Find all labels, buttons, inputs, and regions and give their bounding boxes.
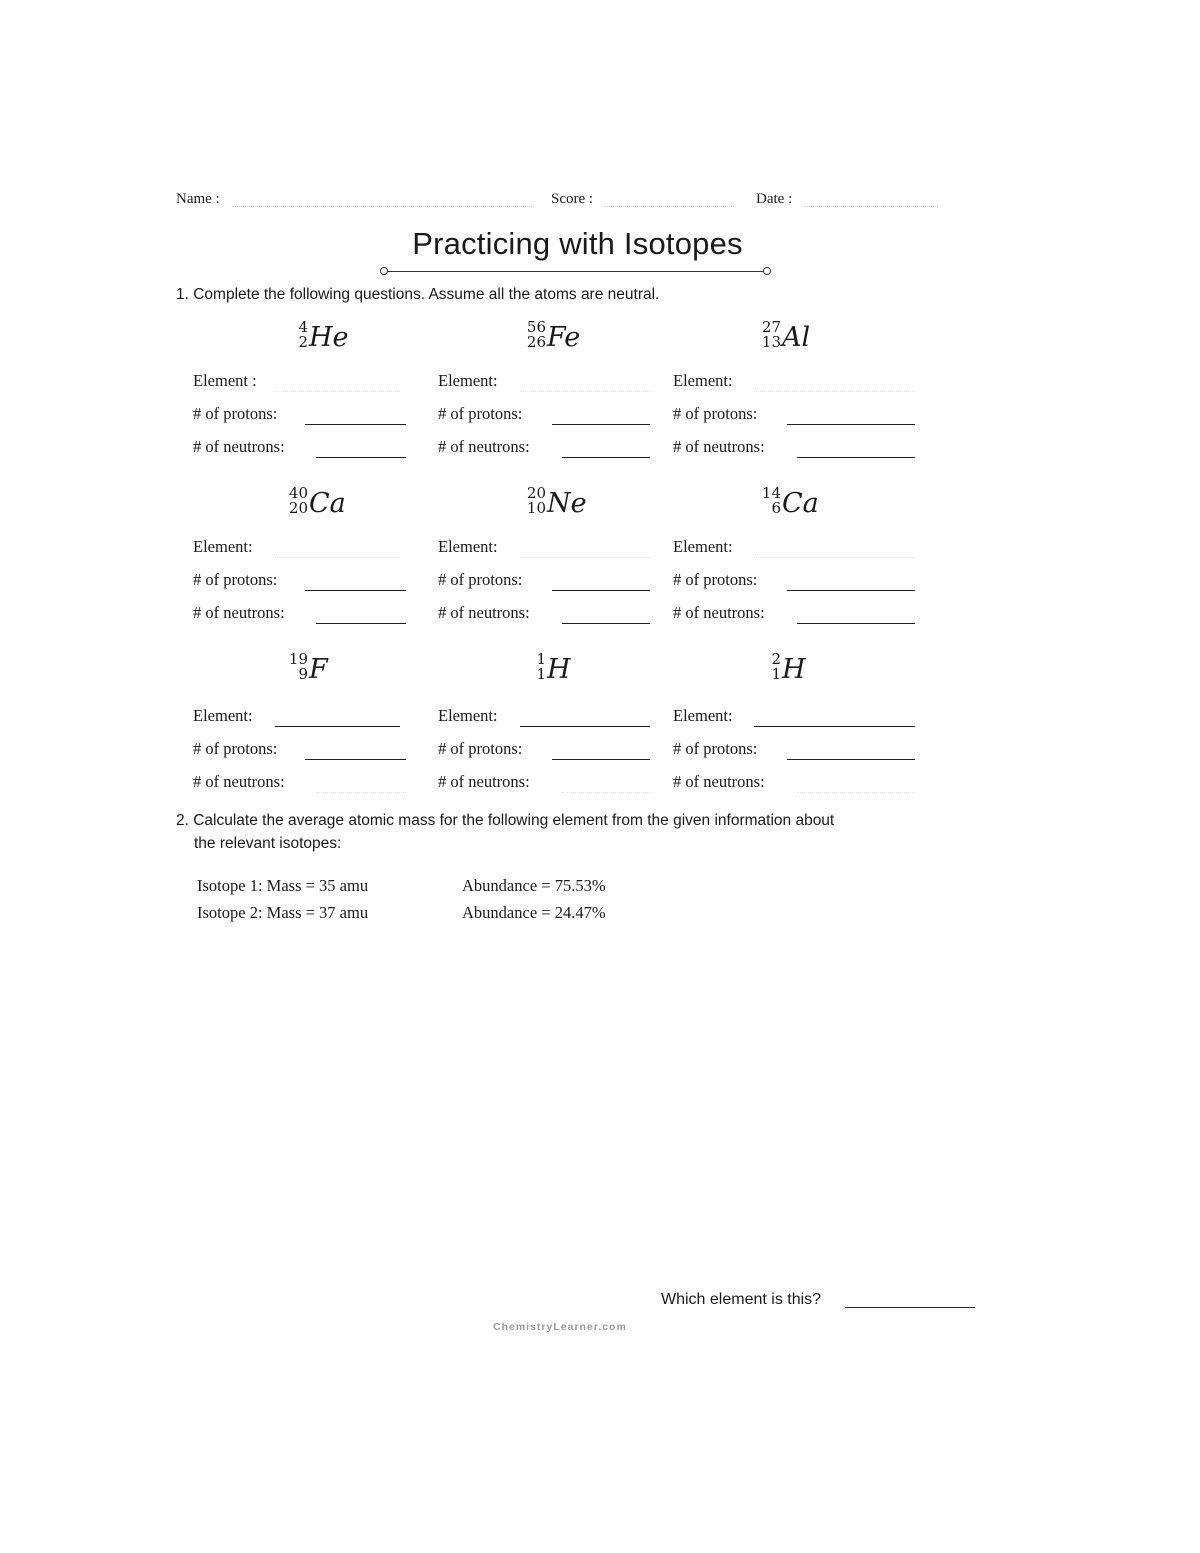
protons-label: # of protons: xyxy=(673,404,758,423)
footer-brand: ChemistryLearner.com xyxy=(493,1321,627,1333)
protons-answer-line[interactable] xyxy=(787,759,915,760)
name-field[interactable] xyxy=(232,206,532,207)
isotope-symbol-1 xyxy=(282,320,372,368)
score-field[interactable] xyxy=(604,206,734,207)
atomic-number: 20 xyxy=(288,499,308,517)
element-symbol: He xyxy=(309,322,349,353)
protons-answer-line[interactable] xyxy=(552,590,650,591)
protons-answer-line[interactable] xyxy=(552,424,650,425)
question-1-prompt: 1. Complete the following questions. Assume all the atoms are neutral. xyxy=(176,286,660,303)
element-label: Element: xyxy=(673,706,733,725)
atomic-number: 1 xyxy=(771,665,781,683)
neutrons-answer-line[interactable] xyxy=(797,457,915,458)
mass-number: 27 xyxy=(761,318,781,336)
mass-number: 1 xyxy=(536,650,546,668)
isotope-symbol-8 xyxy=(520,652,610,700)
isotope-symbol-7 xyxy=(282,652,372,700)
protons-answer-line[interactable] xyxy=(305,590,406,591)
element-label: Element: xyxy=(673,371,733,390)
protons-label: # of protons: xyxy=(673,570,758,589)
isotope-numbers xyxy=(520,320,546,350)
isotope-symbol-4 xyxy=(282,486,372,534)
neutrons-answer-line[interactable] xyxy=(797,792,915,793)
page-title: Practicing with Isotopes xyxy=(412,226,743,261)
protons-answer-line[interactable] xyxy=(305,759,406,760)
date-label: Date : xyxy=(756,191,793,207)
element-symbol: Ca xyxy=(309,488,346,519)
element-symbol: Al xyxy=(782,322,811,353)
neutrons-label: # of neutrons: xyxy=(193,772,285,791)
mass-number: 19 xyxy=(288,650,308,668)
element-answer-line[interactable] xyxy=(520,391,650,392)
element-label: Element: xyxy=(438,537,498,556)
element-symbol: H xyxy=(547,654,571,685)
neutrons-answer-line[interactable] xyxy=(316,792,406,793)
neutrons-answer-line[interactable] xyxy=(562,623,650,624)
mass-number: 40 xyxy=(288,484,308,502)
protons-label: # of protons: xyxy=(438,739,523,758)
element-answer-line[interactable] xyxy=(754,726,915,727)
element-label: Element : xyxy=(193,371,257,390)
isotope-symbol-6 xyxy=(755,486,845,534)
protons-answer-line[interactable] xyxy=(787,424,915,425)
neutrons-label: # of neutrons: xyxy=(673,437,765,456)
neutrons-answer-line[interactable] xyxy=(797,623,915,624)
neutrons-label: # of neutrons: xyxy=(438,437,530,456)
isotope-symbol-5 xyxy=(520,486,610,534)
neutrons-answer-line[interactable] xyxy=(562,792,650,793)
element-answer-line[interactable] xyxy=(275,391,400,392)
isotope-numbers xyxy=(282,486,308,516)
date-field[interactable] xyxy=(804,206,938,207)
isotope-numbers xyxy=(282,652,308,682)
isotope-symbol-9 xyxy=(755,652,845,700)
protons-answer-line[interactable] xyxy=(787,590,915,591)
neutrons-label: # of neutrons: xyxy=(673,772,765,791)
atomic-number: 2 xyxy=(298,333,308,351)
element-symbol: Fe xyxy=(547,322,581,353)
isotope-numbers xyxy=(755,486,781,516)
isotope-numbers xyxy=(282,320,308,350)
mass-number: 56 xyxy=(526,318,546,336)
protons-label: # of protons: xyxy=(193,570,278,589)
neutrons-label: # of neutrons: xyxy=(193,437,285,456)
question-2-prompt-line2: the relevant isotopes: xyxy=(194,835,342,852)
isotope-symbol-3 xyxy=(755,320,845,368)
protons-label: # of protons: xyxy=(193,404,278,423)
isotope-symbol-2 xyxy=(520,320,610,368)
element-label: Element: xyxy=(193,706,253,725)
element-answer-line[interactable] xyxy=(520,726,650,727)
which-element-label: Which element is this? xyxy=(661,1291,822,1308)
element-answer-line[interactable] xyxy=(275,726,400,727)
mass-number: 14 xyxy=(761,484,781,502)
isotope-1-abundance: Abundance = 75.53% xyxy=(462,876,606,895)
title-underline-right-dot xyxy=(763,267,771,275)
neutrons-label: # of neutrons: xyxy=(673,603,765,622)
isotope-1-mass: Isotope 1: Mass = 35 amu xyxy=(197,876,369,895)
protons-label: # of protons: xyxy=(438,570,523,589)
mass-number: 2 xyxy=(771,650,781,668)
isotope-numbers xyxy=(520,486,546,516)
atomic-number: 13 xyxy=(761,333,781,351)
atomic-number: 10 xyxy=(526,499,546,517)
which-element-answer-line[interactable] xyxy=(845,1307,975,1308)
score-label: Score : xyxy=(551,191,594,207)
atomic-number: 1 xyxy=(536,665,546,683)
element-symbol: F xyxy=(309,654,328,685)
title-underline-left-dot xyxy=(380,267,388,275)
element-answer-line[interactable] xyxy=(275,557,400,558)
name-label: Name : xyxy=(176,191,220,207)
question-2-prompt-line1: 2. Calculate the average atomic mass for the following element from the given information about xyxy=(176,812,835,829)
protons-label: # of protons: xyxy=(673,739,758,758)
mass-number: 20 xyxy=(526,484,546,502)
element-label: Element: xyxy=(673,537,733,556)
protons-answer-line[interactable] xyxy=(552,759,650,760)
isotope-numbers xyxy=(755,320,781,350)
protons-answer-line[interactable] xyxy=(305,424,406,425)
mass-number: 4 xyxy=(298,318,308,336)
element-symbol: H xyxy=(782,654,806,685)
protons-label: # of protons: xyxy=(193,739,278,758)
atomic-number: 6 xyxy=(771,499,781,517)
neutrons-answer-line[interactable] xyxy=(562,457,650,458)
element-answer-line[interactable] xyxy=(520,557,650,558)
element-label: Element: xyxy=(193,537,253,556)
neutrons-label: # of neutrons: xyxy=(438,603,530,622)
element-label: Element: xyxy=(438,706,498,725)
atomic-number: 26 xyxy=(526,333,546,351)
neutrons-answer-line[interactable] xyxy=(316,457,406,458)
element-symbol: Ne xyxy=(547,488,587,519)
title-underline xyxy=(384,271,768,272)
neutrons-label: # of neutrons: xyxy=(438,772,530,791)
protons-label: # of protons: xyxy=(438,404,523,423)
isotope-numbers xyxy=(520,652,546,682)
element-answer-line[interactable] xyxy=(754,391,915,392)
isotope-2-mass: Isotope 2: Mass = 37 amu xyxy=(197,903,369,922)
atomic-number: 9 xyxy=(298,665,308,683)
element-label: Element: xyxy=(438,371,498,390)
isotope-2-abundance: Abundance = 24.47% xyxy=(462,903,606,922)
neutrons-label: # of neutrons: xyxy=(193,603,285,622)
isotope-numbers xyxy=(755,652,781,682)
element-answer-line[interactable] xyxy=(754,557,915,558)
element-symbol: Ca xyxy=(782,488,819,519)
neutrons-answer-line[interactable] xyxy=(316,623,406,624)
